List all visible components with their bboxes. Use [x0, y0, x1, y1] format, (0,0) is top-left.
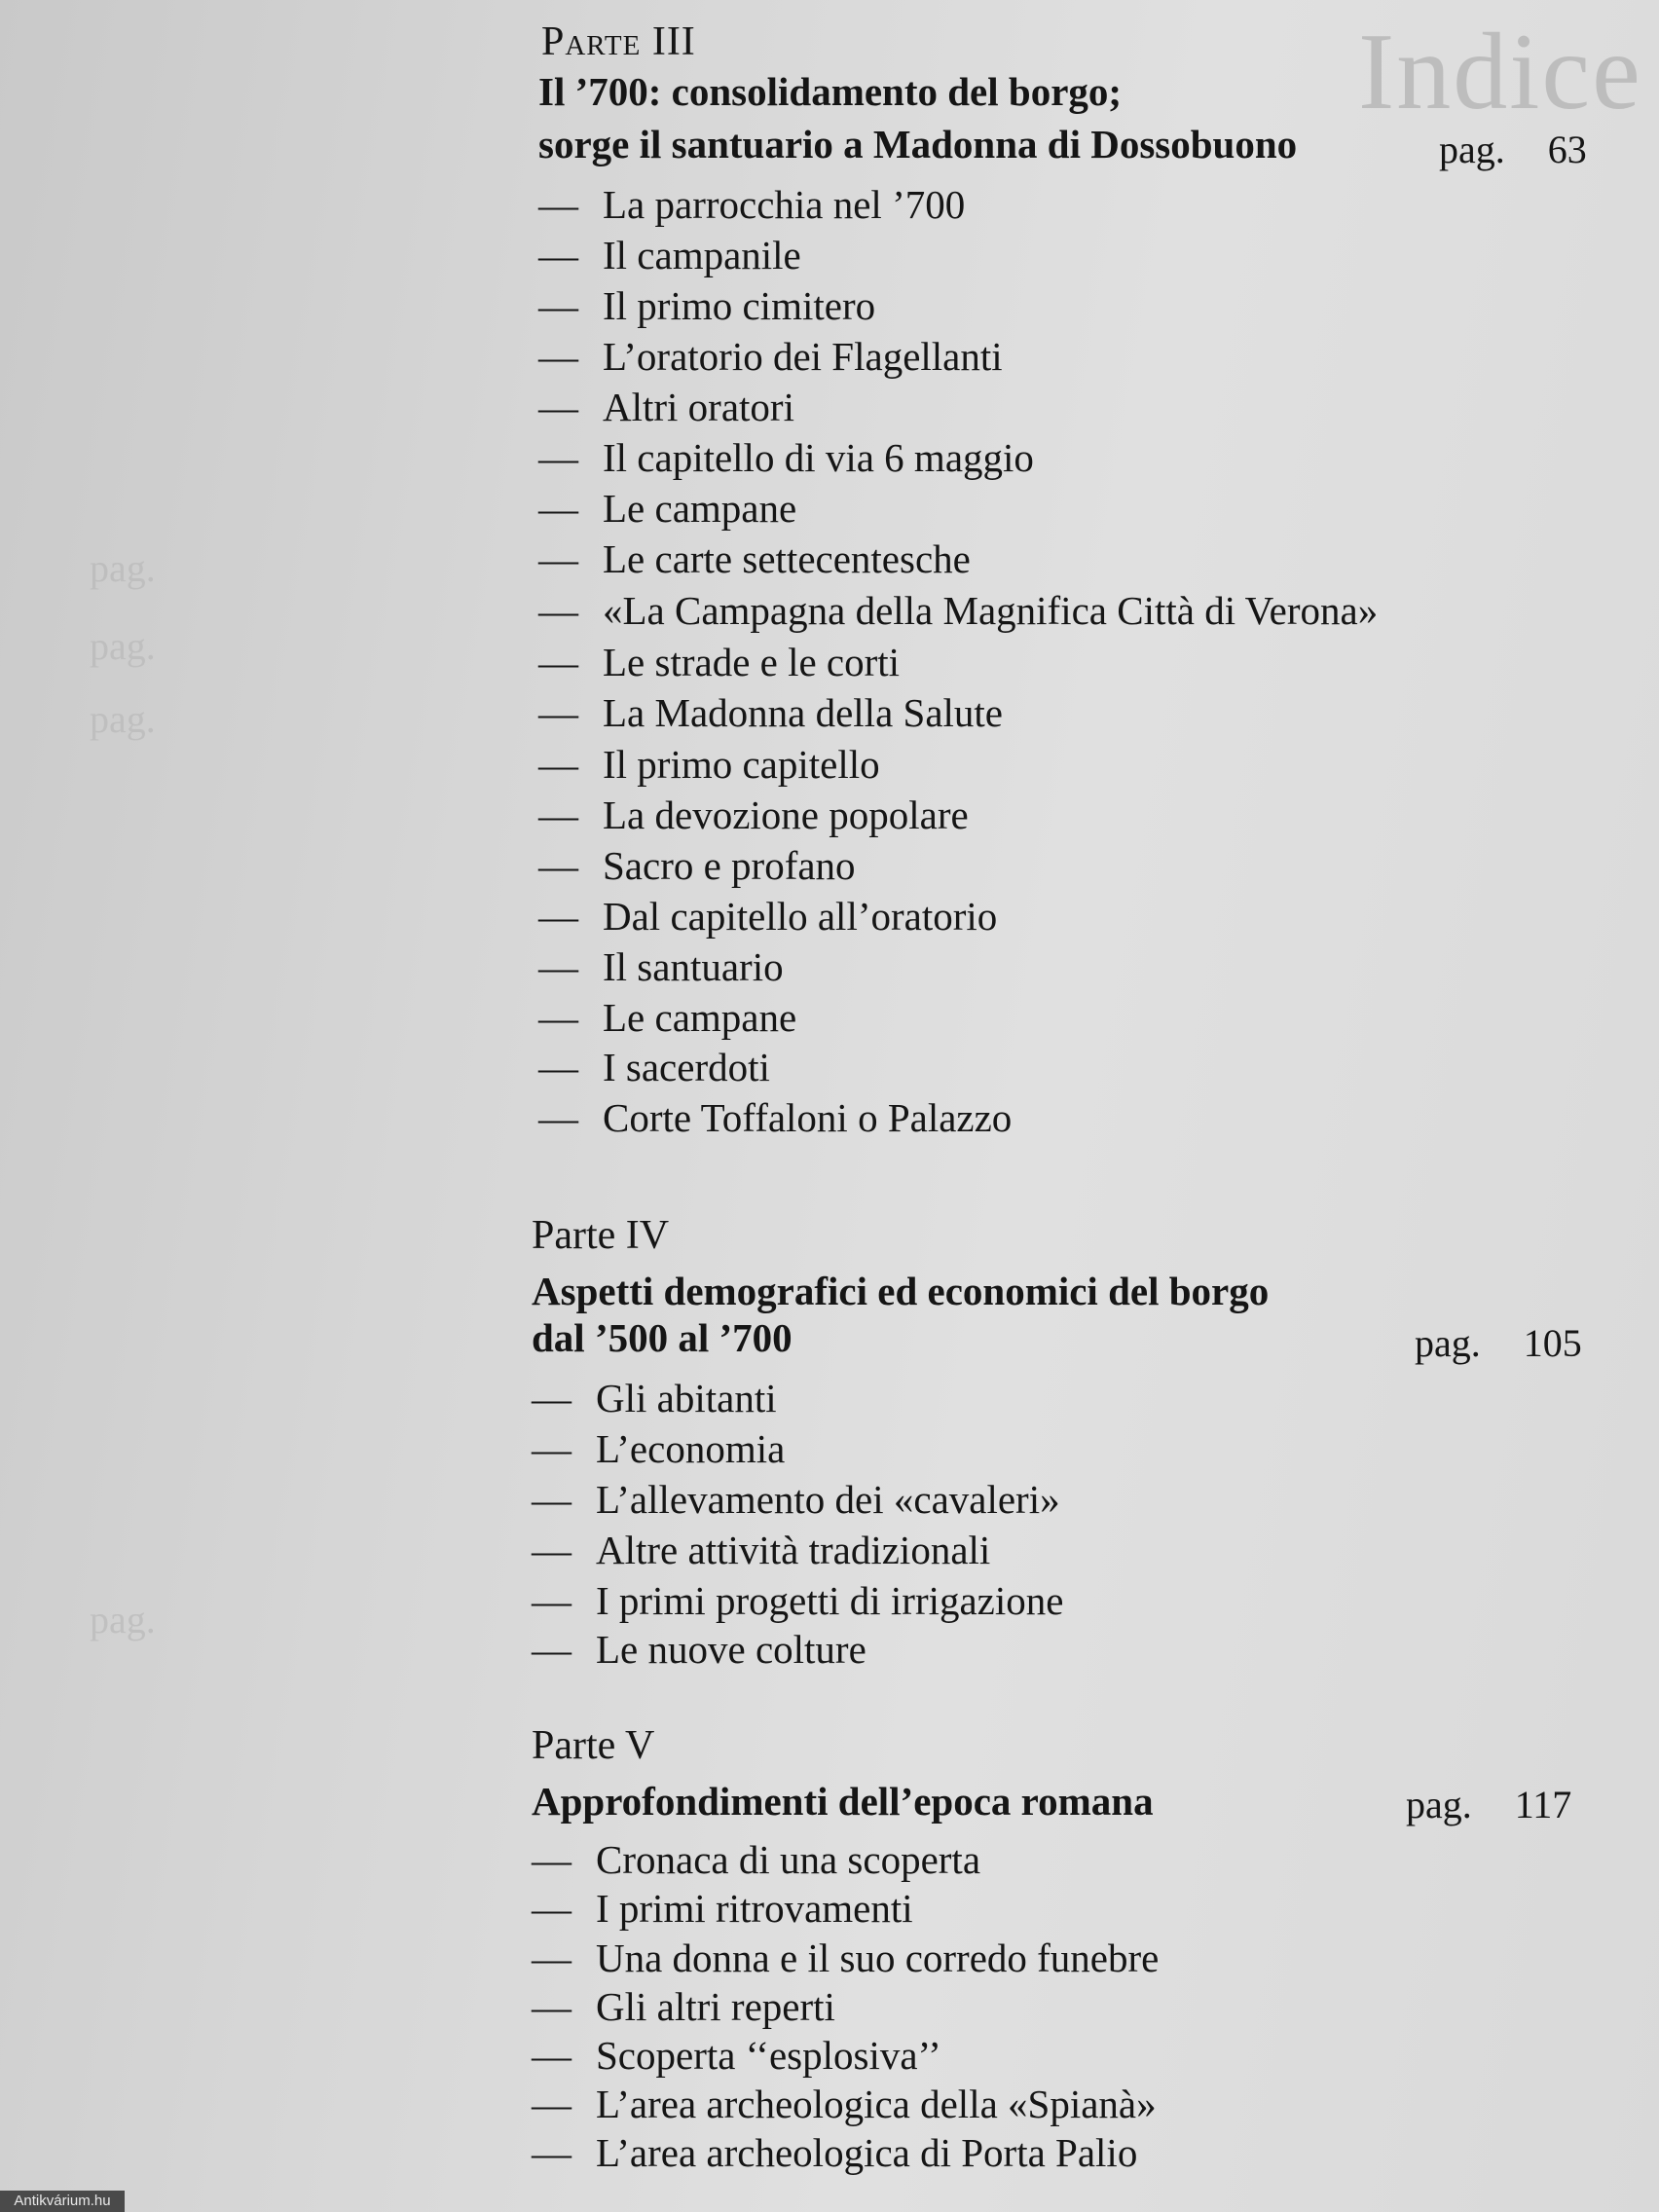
- em-dash: —: [532, 1578, 571, 1623]
- em-dash: —: [538, 843, 578, 888]
- show-through-pag-3: pag.: [90, 697, 156, 741]
- page-number: 105: [1523, 1321, 1582, 1365]
- show-through-pag-4: pag.: [90, 1598, 156, 1641]
- list-item: [532, 1426, 786, 1471]
- em-dash: —: [532, 1627, 571, 1672]
- em-dash: —: [538, 233, 578, 277]
- entry-title: Corte Toffaloni o Palazzo: [603, 1095, 1013, 1140]
- em-dash: —: [538, 1095, 578, 1140]
- em-dash: —: [538, 334, 578, 379]
- list-item: [532, 1837, 981, 1882]
- em-dash: —: [532, 1426, 571, 1471]
- em-dash: —: [538, 486, 578, 531]
- page-number: 63: [1547, 128, 1587, 171]
- part-title-line-1: Approfondimenti dell’epoca romana: [532, 1779, 1154, 1824]
- part-title-line-2: dal ’500 al ’700: [532, 1315, 793, 1360]
- list-item: [532, 1886, 913, 1931]
- list-item: [532, 1627, 866, 1672]
- em-dash: —: [538, 588, 578, 633]
- entry-title: L’area archeologica della «Spianà»: [596, 2082, 1157, 2126]
- list-item: [538, 233, 801, 277]
- list-item: [538, 1095, 1013, 1140]
- pag-label: pag.: [1415, 1321, 1481, 1365]
- list-item: [538, 843, 856, 888]
- entry-title: L’oratorio dei Flagellanti: [603, 334, 1003, 379]
- list-item: [538, 334, 1003, 379]
- em-dash: —: [538, 690, 578, 735]
- entry-title: L’allevamento dei «cavaleri»: [596, 1477, 1060, 1522]
- em-dash: —: [532, 2033, 571, 2078]
- list-item: [532, 2130, 1138, 2175]
- page-reference: [1415, 1321, 1582, 1365]
- list-item: [532, 1376, 777, 1420]
- entry-title: Le campane: [603, 486, 797, 531]
- em-dash: —: [538, 283, 578, 328]
- entry-title: Il primo cimitero: [603, 283, 876, 328]
- entry-title: «La Campagna della Magnifica Città di Verona»: [603, 588, 1379, 633]
- entry-title: La parrocchia nel ’700: [603, 182, 966, 227]
- entry-title: Le nuove colture: [596, 1627, 866, 1672]
- em-dash: —: [532, 2130, 571, 2175]
- part-title-line-1: Aspetti demografici ed economici del borgo: [532, 1269, 1270, 1313]
- entry-title: La Madonna della Salute: [603, 690, 1004, 735]
- entry-title: Una donna e il suo corredo funebre: [596, 1936, 1160, 1980]
- list-item: [532, 1477, 1060, 1522]
- entry-title: La devozione popolare: [603, 793, 969, 837]
- em-dash: —: [538, 435, 578, 480]
- list-item: [532, 2084, 1157, 2124]
- list-item: [532, 2033, 941, 2078]
- list-item: [538, 387, 794, 427]
- em-dash: —: [532, 2082, 571, 2126]
- part-title-line-2: sorge il santuario a Madonna di Dossobuono: [538, 122, 1298, 166]
- em-dash: —: [532, 1936, 571, 1980]
- show-through-pag-1: pag.: [90, 546, 156, 590]
- entry-title: L’area archeologica di Porta Palio: [596, 2130, 1138, 2175]
- list-item: [538, 486, 797, 531]
- list-item: [532, 1530, 990, 1570]
- entry-title: Sacro e profano: [603, 843, 856, 888]
- list-item: [538, 588, 1379, 633]
- list-item: [538, 640, 901, 684]
- list-item: [532, 1984, 835, 2029]
- list-item: [538, 894, 998, 939]
- entry-title: Il primo capitello: [603, 742, 880, 787]
- em-dash: —: [532, 1528, 571, 1572]
- list-item: [538, 690, 1004, 735]
- entry-title: I sacerdoti: [603, 1045, 770, 1089]
- page-reference: [1439, 130, 1587, 169]
- list-item: [538, 795, 969, 835]
- part-label: Parte IV: [532, 1213, 670, 1258]
- list-item: [538, 1045, 770, 1089]
- entry-title: I primi ritrovamenti: [596, 1886, 913, 1931]
- part-title-line-1: Il ’700: consolidamento del borgo;: [538, 69, 1123, 114]
- em-dash: —: [532, 1886, 571, 1931]
- em-dash: —: [532, 1477, 571, 1522]
- watermark-label: Antikvárium.hu: [0, 2191, 125, 2212]
- list-item: [538, 283, 876, 328]
- list-item: [532, 1938, 1159, 1978]
- entry-title: Dal capitello all’oratorio: [603, 894, 998, 939]
- page-number: 117: [1514, 1783, 1572, 1826]
- entry-title: Le strade e le corti: [603, 640, 901, 684]
- list-item: [538, 995, 797, 1040]
- entry-title: Gli altri reperti: [596, 1984, 835, 2029]
- em-dash: —: [532, 1376, 571, 1420]
- show-through-pag-2: pag.: [90, 624, 156, 668]
- entry-title: L’economia: [596, 1426, 786, 1471]
- pag-label: pag.: [1439, 128, 1505, 171]
- pag-label: pag.: [1406, 1783, 1472, 1826]
- em-dash: —: [538, 536, 578, 581]
- entry-title: Altri oratori: [603, 385, 794, 429]
- em-dash: —: [532, 1984, 571, 2029]
- em-dash: —: [538, 894, 578, 939]
- list-item: [538, 182, 966, 227]
- entry-title: Il capitello di via 6 maggio: [603, 435, 1034, 480]
- part-label: Parte V: [532, 1723, 655, 1768]
- entry-title: Le campane: [603, 995, 797, 1040]
- em-dash: —: [538, 944, 578, 989]
- list-item: [538, 944, 784, 989]
- list-item: [538, 435, 1034, 480]
- em-dash: —: [538, 995, 578, 1040]
- entry-title: I primi progetti di irrigazione: [596, 1578, 1064, 1623]
- page-reference: [1406, 1783, 1572, 1826]
- list-item: [538, 536, 971, 581]
- page-header-indice: Indice: [1358, 12, 1642, 132]
- entry-title: Le carte settecentesche: [603, 536, 971, 581]
- em-dash: —: [538, 742, 578, 787]
- em-dash: —: [538, 793, 578, 837]
- list-item: [538, 742, 880, 787]
- list-item: [532, 1578, 1064, 1623]
- em-dash: —: [532, 1837, 571, 1882]
- em-dash: —: [538, 182, 578, 227]
- part-label: Parte III: [541, 19, 696, 64]
- entry-title: Altre attività tradizionali: [596, 1528, 991, 1572]
- entry-title: Il campanile: [603, 233, 801, 277]
- em-dash: —: [538, 385, 578, 429]
- em-dash: —: [538, 640, 578, 684]
- em-dash: —: [538, 1045, 578, 1089]
- entry-title: Cronaca di una scoperta: [596, 1837, 981, 1882]
- entry-title: Scoperta ‘‘esplosiva’’: [596, 2033, 941, 2078]
- entry-title: Il santuario: [603, 944, 784, 989]
- entry-title: Gli abitanti: [596, 1376, 777, 1420]
